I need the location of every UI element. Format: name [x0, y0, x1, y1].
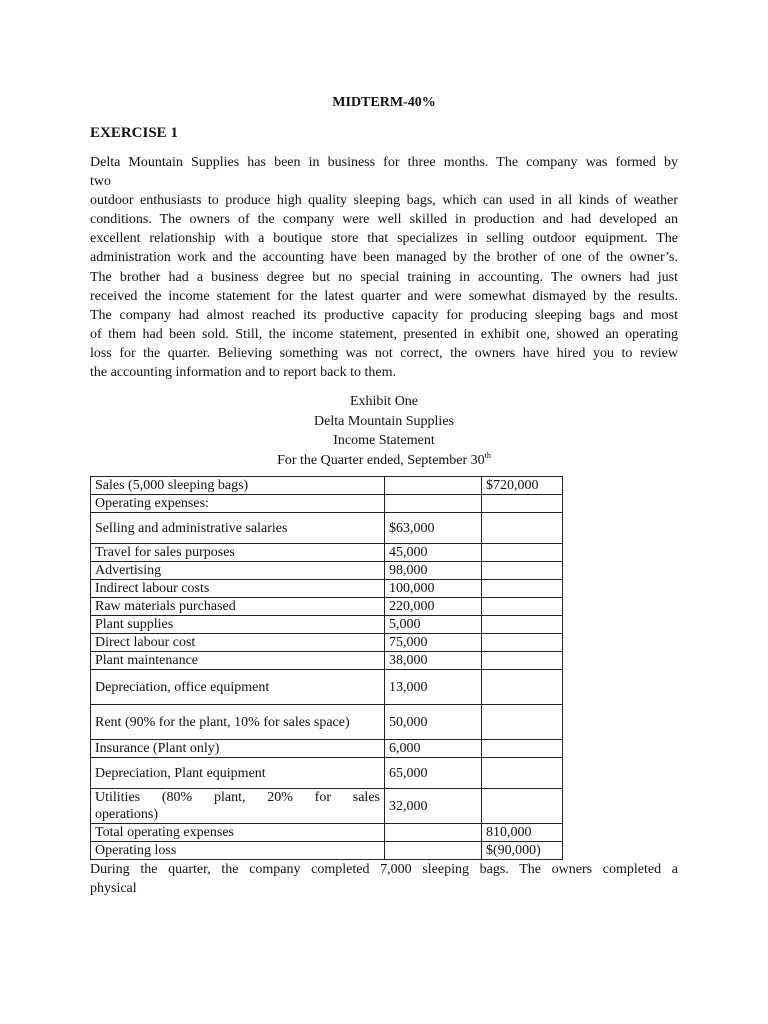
- expense-label: Indirect labour costs: [91, 580, 385, 598]
- table-row: [91, 758, 563, 789]
- expense-amount: 50,000: [385, 705, 482, 740]
- total-label: Total operating expenses: [91, 824, 385, 842]
- table-row: [91, 495, 563, 513]
- intro-line: two: [90, 174, 111, 190]
- expense-amount: 6,000: [385, 740, 482, 758]
- expense-label: Advertising: [91, 562, 385, 580]
- intro-paragraph: [90, 153, 678, 382]
- table-row: [91, 580, 563, 598]
- expense-amount: 220,000: [385, 598, 482, 616]
- after-paragraph: [90, 860, 678, 898]
- intro-line: administration work and the accounting have been managed by the brother of one of the owner’s.: [90, 250, 678, 266]
- expense-amount: 75,000: [385, 634, 482, 652]
- intro-line: The brother had a business degree but no special training in accounting. The owners had just: [90, 269, 678, 285]
- table-row: [91, 824, 563, 842]
- table-row: [91, 616, 563, 634]
- table-row: [91, 544, 563, 562]
- exhibit-label: Exhibit One: [349, 394, 419, 410]
- table-row: [91, 842, 563, 860]
- page-title: MIDTERM-40%: [332, 95, 436, 110]
- expense-label: Direct labour cost: [91, 634, 385, 652]
- expense-amount: 32,000: [385, 789, 482, 824]
- table-row: [91, 598, 563, 616]
- exhibit-period-text: For the Quarter ended, September 30: [277, 452, 485, 468]
- after-line: physical: [90, 881, 137, 897]
- expense-amount: 5,000: [385, 616, 482, 634]
- expense-label-line: operations): [95, 807, 158, 823]
- exhibit-period: [90, 451, 678, 471]
- table-row: [91, 477, 563, 495]
- expense-amount: 45,000: [385, 544, 482, 562]
- expense-amount: $63,000: [385, 513, 482, 544]
- expense-label: Travel for sales purposes: [91, 544, 385, 562]
- table-row: [91, 670, 563, 705]
- expense-label: Selling and administrative salaries: [91, 513, 385, 544]
- intro-line: loss for the quarter. Believing something was not correct, the owners have hired you to review: [90, 345, 678, 361]
- intro-line: outdoor enthusiasts to produce high quality sleeping bags, which can used in all kinds of weather: [90, 193, 678, 209]
- sales-label: Sales (5,000 sleeping bags): [91, 477, 385, 495]
- expense-label: Plant supplies: [91, 616, 385, 634]
- expense-amount: 38,000: [385, 652, 482, 670]
- expense-amount: 65,000: [385, 758, 482, 789]
- intro-line: The company had almost reached its productive capacity for producing sleeping bags and most: [90, 307, 678, 323]
- intro-line: excellent relationship with a boutique store that specializes in selling outdoor equipment. The: [90, 231, 678, 247]
- table-row: [91, 789, 563, 824]
- expense-label: Depreciation, office equipment: [91, 670, 385, 705]
- intro-line: of them had been sold. Still, the income statement, presented in exhibit one, showed an operating: [90, 326, 678, 342]
- income-statement-table: [90, 476, 563, 860]
- total-value: 810,000: [482, 824, 563, 842]
- exhibit-header: [90, 392, 678, 470]
- intro-line: Delta Mountain Supplies has been in business for three months. The company was formed by: [90, 155, 678, 170]
- expense-amount: 98,000: [385, 562, 482, 580]
- table-row: [91, 513, 563, 544]
- table-row: [91, 562, 563, 580]
- table-row: [91, 634, 563, 652]
- intro-line: received the income statement for the latest quarter and were somewhat dismayed by the results.: [90, 288, 678, 304]
- expense-amount: 13,000: [385, 670, 482, 705]
- exercise-heading: EXERCISE 1: [90, 125, 178, 141]
- table-row: [91, 740, 563, 758]
- document-page: [90, 94, 678, 898]
- sales-value: $720,000: [482, 477, 563, 495]
- loss-label: Operating loss: [91, 842, 385, 860]
- intro-line: the accounting information and to report back to them.: [90, 365, 396, 381]
- expense-amount: 100,000: [385, 580, 482, 598]
- expense-label-line: Utilities (80% plant, 20% for sales: [95, 790, 380, 806]
- expense-label: Depreciation, Plant equipment: [91, 758, 385, 789]
- loss-value: $(90,000): [482, 842, 563, 860]
- expense-label: Raw materials purchased: [91, 598, 385, 616]
- expense-label: Rent (90% for the plant, 10% for sales space): [91, 705, 385, 740]
- exhibit-statement-name: Income Statement: [333, 433, 435, 449]
- exhibit-period-sup: th: [484, 450, 491, 460]
- table-row: [91, 705, 563, 740]
- intro-line: conditions. The owners of the company were well skilled in production and had developed an: [90, 212, 678, 228]
- exhibit-company: Delta Mountain Supplies: [314, 413, 454, 429]
- opex-label: Operating expenses:: [91, 495, 385, 513]
- expense-label: [91, 789, 385, 824]
- after-line: During the quarter, the company completed 7,000 sleeping bags. The owners completed a: [90, 862, 678, 878]
- expense-label: Plant maintenance: [91, 652, 385, 670]
- expense-label: Insurance (Plant only): [91, 740, 385, 758]
- table-row: [91, 652, 563, 670]
